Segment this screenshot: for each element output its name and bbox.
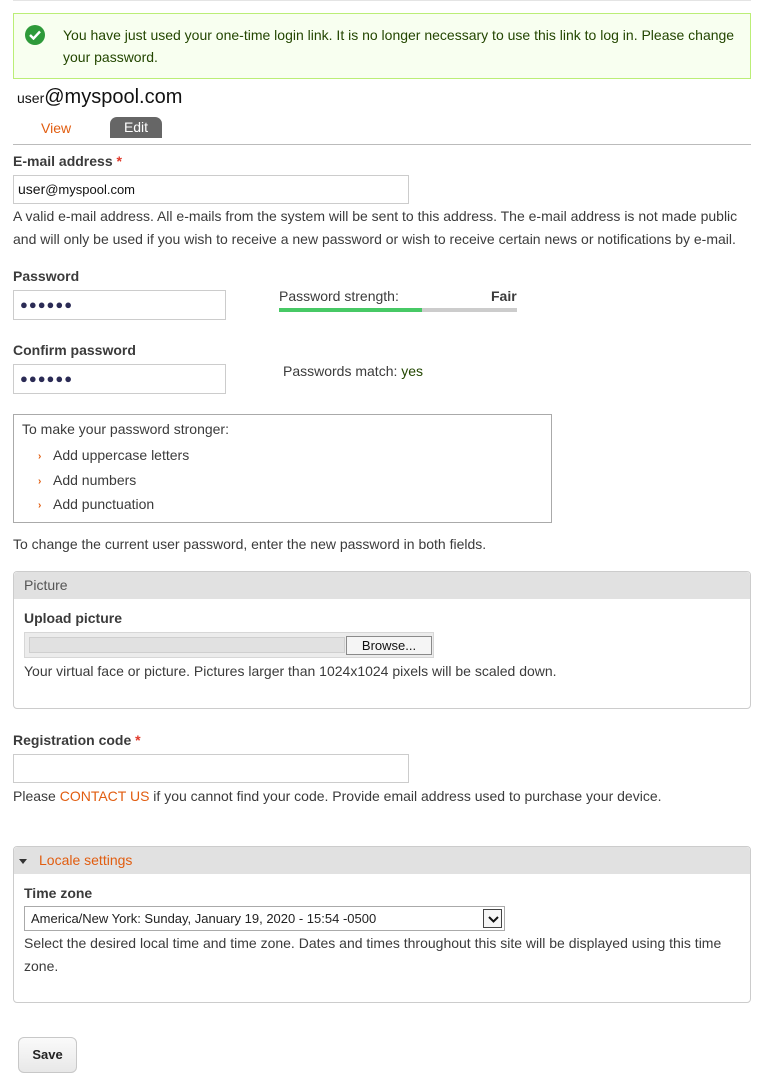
confirm-password-field[interactable]: ●●●●●● — [13, 364, 226, 394]
registration-desc-after: if you cannot find your code. Provide email address used to purchase your device. — [149, 788, 662, 804]
registration-code-description — [13, 785, 662, 808]
passwords-match — [283, 363, 423, 379]
status-message — [13, 13, 751, 79]
email-label — [13, 153, 122, 169]
tab-view[interactable]: View — [41, 120, 72, 136]
password-suggestions-list — [38, 447, 189, 521]
upload-picture-label: Upload picture — [24, 610, 123, 626]
email-value-user: user — [18, 181, 46, 197]
email-value-domain: @myspool.com — [45, 182, 136, 197]
registration-code-field[interactable] — [13, 754, 409, 783]
contact-us-link[interactable]: CONTACT US — [59, 788, 150, 804]
chevron-down-icon[interactable] — [483, 909, 502, 928]
locale-settings-toggle[interactable]: Locale settings — [39, 852, 133, 868]
locale-settings-legend[interactable] — [14, 847, 750, 874]
file-path-field[interactable] — [29, 637, 345, 653]
check-circle-icon — [25, 25, 45, 45]
suggestion-text: Add uppercase letters — [53, 447, 190, 463]
status-message-text: You have just used your one-time login link. It is no longer necessary to use this link to log in. Please change your password. — [63, 27, 735, 65]
password-strength-label: Password strength: — [279, 288, 399, 304]
picture-description: Your virtual face or picture. Pictures larger than 1024x1024 pixels will be scaled down. — [24, 663, 557, 679]
username-domain: @myspool.com — [44, 86, 183, 108]
change-password-help: To change the current user password, enter the new password in both fields. — [13, 536, 487, 552]
suggestion-text: Add numbers — [53, 471, 137, 488]
username-prefix: user — [17, 90, 45, 106]
page-title — [17, 86, 182, 109]
registration-desc-before: Please — [13, 788, 60, 804]
required-mark: * — [116, 153, 122, 169]
time-zone-description: Select the desired local time and time zone. Dates and times throughout this site will be displayed using this time zone. — [24, 935, 722, 974]
upload-picture-input[interactable] — [24, 632, 434, 658]
picture-legend: Picture — [14, 572, 750, 599]
list-item — [38, 447, 189, 472]
password-suggestions — [13, 414, 552, 523]
passwords-match-label: Passwords match: — [283, 363, 398, 379]
time-zone-selected-value: America/New York: Sunday, January 19, 2020 - 15:54 -0500 — [31, 911, 377, 926]
registration-code-label — [13, 732, 141, 748]
save-button[interactable]: Save — [18, 1037, 77, 1073]
list-item — [38, 472, 189, 497]
passwords-match-value: yes — [401, 363, 424, 379]
chevron-right-icon: › — [38, 500, 42, 511]
email-label-text: E-mail address — [13, 153, 113, 169]
confirm-password-label: Confirm password — [13, 342, 136, 358]
chevron-right-icon: › — [38, 451, 42, 462]
email-field[interactable] — [13, 175, 409, 204]
collapse-arrow-icon[interactable] — [19, 859, 27, 864]
suggestion-text: Add punctuation — [53, 496, 155, 512]
password-suggestions-heading: To make your password stronger: — [22, 421, 229, 437]
password-strength-bar — [279, 308, 517, 312]
list-item — [38, 496, 189, 521]
registration-code-label-text: Registration code — [13, 732, 132, 748]
time-zone-select[interactable] — [24, 906, 505, 931]
tab-edit[interactable]: Edit — [110, 117, 162, 138]
chevron-right-icon: › — [38, 475, 42, 487]
password-label: Password — [13, 268, 80, 284]
email-description: A valid e-mail address. All e-mails from the system will be sent to this address. The e-mail address is not made public and will only be used if you wish to receive a new password or wish to receive certain news or notifications by e-mail. — [13, 208, 738, 247]
tabs-divider — [13, 144, 751, 145]
time-zone-label: Time zone — [24, 885, 93, 901]
browse-button[interactable]: Browse... — [346, 636, 432, 655]
required-mark: * — [135, 732, 141, 748]
password-field[interactable]: ●●●●●● — [13, 290, 226, 320]
top-divider — [13, 0, 751, 1]
password-strength-value: Fair — [491, 288, 517, 304]
password-strength-fill — [279, 308, 422, 312]
